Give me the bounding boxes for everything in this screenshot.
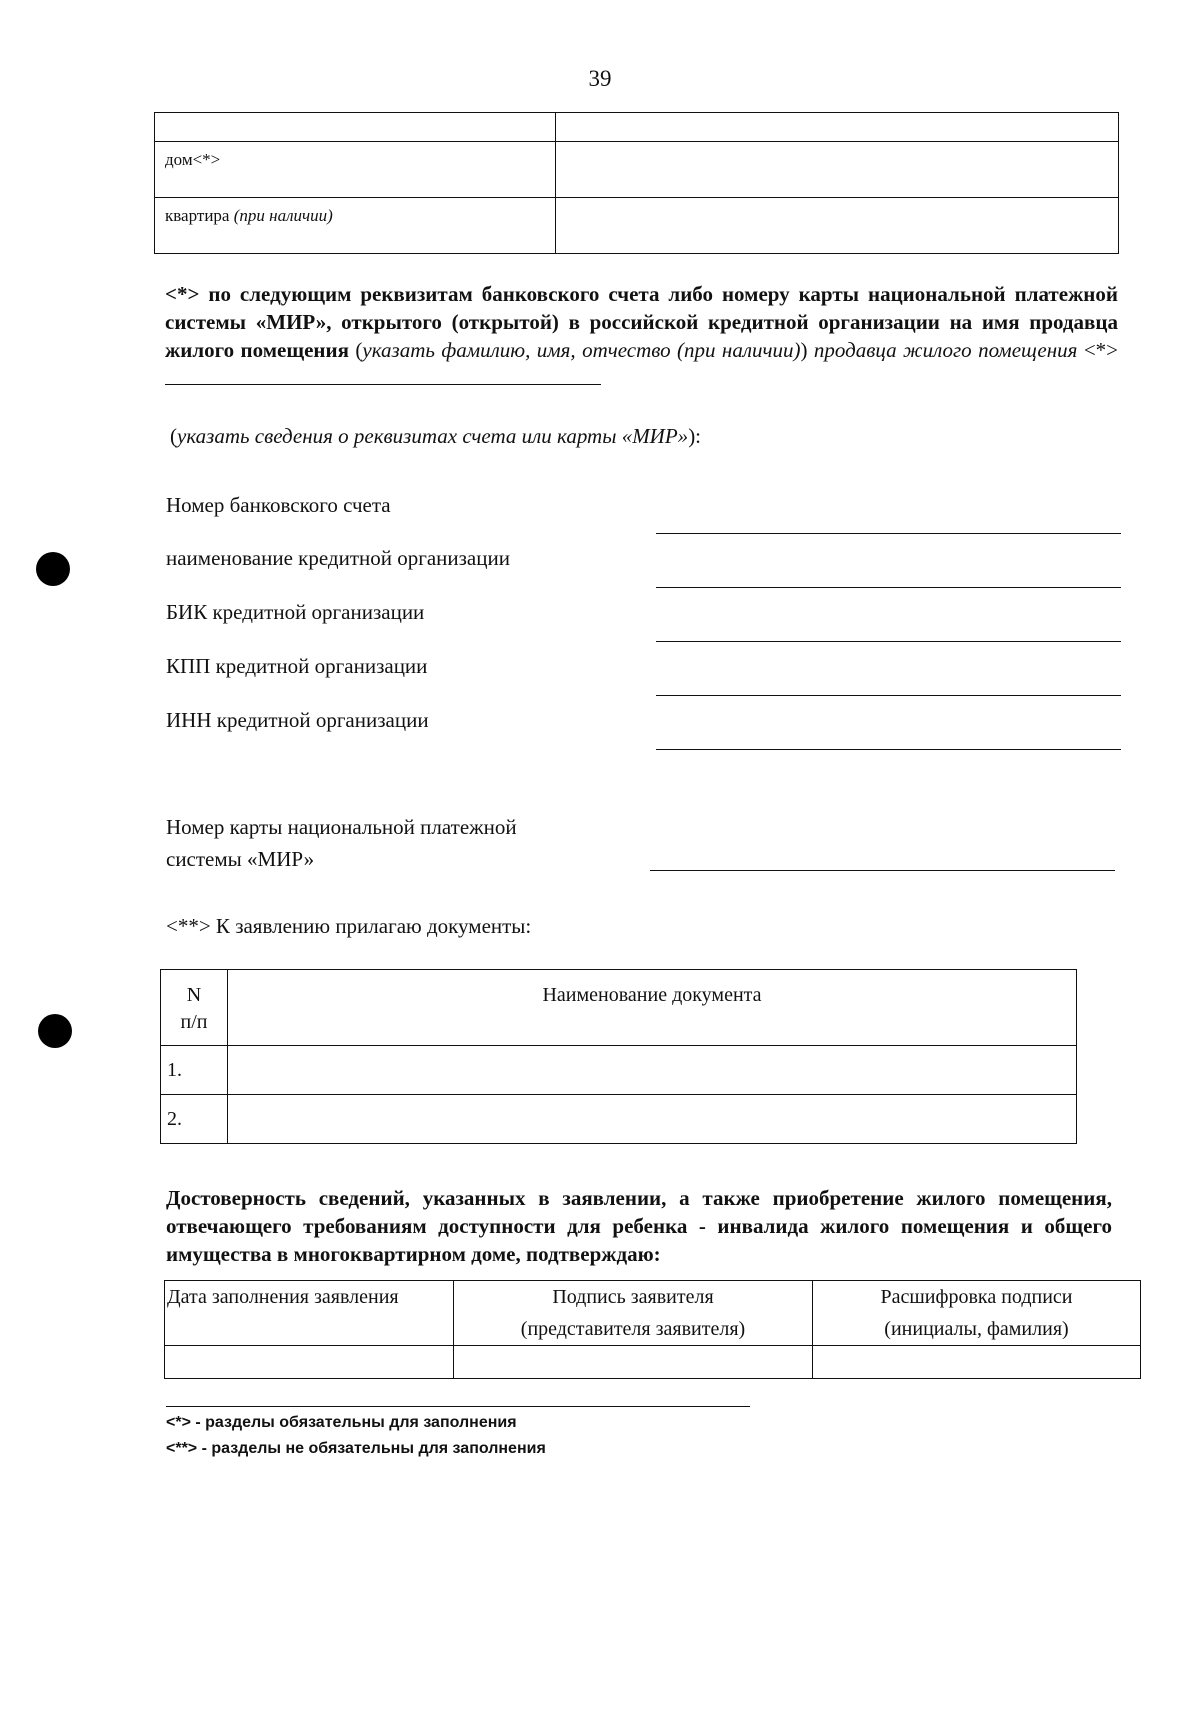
col-num-header	[161, 970, 228, 1046]
apartment-label-note: (при наличии)	[233, 206, 333, 225]
date-cell[interactable]	[165, 1346, 454, 1379]
bank-details-bold: <*> по следующим реквизитам банковского счета либо номеру карты национальной платежной системы «МИР», открытого (открытой) в российской кредитной организации на имя продавца жилого помещения	[165, 282, 1118, 362]
signature-header	[454, 1281, 813, 1346]
hint-close: ):	[688, 424, 702, 448]
doc-name-cell[interactable]	[228, 1046, 1077, 1095]
date-header: Дата заполнения заявления	[165, 1281, 454, 1346]
card-number-field[interactable]	[650, 870, 1115, 871]
address-table	[154, 112, 1119, 254]
paren-open: (	[348, 338, 363, 362]
apartment-label	[155, 198, 556, 254]
attachments-table	[160, 969, 1077, 1144]
table-row	[155, 198, 1119, 254]
inn-field[interactable]	[656, 749, 1121, 750]
footnote-required: <*> - разделы обязательны для заполнения	[166, 1414, 517, 1431]
seller-tail: продавца жилого помещения	[807, 338, 1078, 362]
bank-name-field[interactable]	[656, 587, 1121, 588]
signature-cell[interactable]	[454, 1346, 813, 1379]
address-label-cell	[155, 113, 556, 142]
decipher-cell[interactable]	[813, 1346, 1141, 1379]
signature-table	[164, 1280, 1141, 1379]
hint-italic: указать сведения о реквизитах счета или карты «МИР»	[177, 424, 689, 448]
apartment-value-cell[interactable]	[556, 198, 1119, 254]
table-row	[155, 113, 1119, 142]
decipher-header-line1: Расшифровка подписи	[880, 1286, 1073, 1308]
punch-hole-mark	[38, 1014, 72, 1048]
inn-label: ИНН кредитной организации	[166, 708, 429, 732]
decipher-header	[813, 1281, 1141, 1346]
table-row	[165, 1346, 1141, 1379]
footnote-optional: <**> - разделы не обязательны для заполнения	[166, 1440, 546, 1457]
table-header-row	[161, 970, 1077, 1046]
card-number-label-line1: Номер карты национальной платежной	[166, 815, 517, 839]
paren-close: )	[800, 338, 808, 362]
row-num: 1.	[161, 1046, 228, 1095]
seller-name-line[interactable]	[165, 364, 601, 385]
signature-header-line2: (представителя заявителя)	[520, 1318, 746, 1340]
account-number-label: Номер банковского счета	[166, 493, 391, 517]
address-value-cell[interactable]	[556, 113, 1119, 142]
bik-label: БИК кредитной организации	[166, 600, 425, 624]
house-value-cell[interactable]	[556, 142, 1119, 198]
page-number: 39	[588, 66, 612, 91]
doc-name-cell[interactable]	[228, 1095, 1077, 1144]
footnote-separator	[166, 1406, 750, 1407]
table-row	[161, 1095, 1077, 1144]
bank-name-label: наименование кредитной организации	[166, 546, 510, 570]
table-row	[155, 142, 1119, 198]
account-number-field[interactable]	[656, 533, 1121, 534]
details-hint	[170, 424, 701, 449]
col-num-line1: N	[186, 984, 202, 1006]
punch-hole-mark	[36, 552, 70, 586]
card-number-label-line2: системы «МИР»	[166, 847, 315, 871]
row-num: 2.	[161, 1095, 228, 1144]
apartment-label-main: квартира	[165, 206, 234, 225]
kpp-label: КПП кредитной организации	[166, 654, 428, 678]
col-num-line2: п/п	[180, 1011, 208, 1033]
seller-name-hint: указать фамилию, имя, отчество (при наличии)	[362, 338, 801, 362]
signature-header-line1: Подпись заявителя	[552, 1286, 714, 1308]
bik-field[interactable]	[656, 641, 1121, 642]
hint-open: (	[170, 424, 177, 448]
col-name-header: Наименование документа	[228, 970, 1077, 1046]
table-row	[161, 1046, 1077, 1095]
kpp-field[interactable]	[656, 695, 1121, 696]
attachments-heading: <**> К заявлению прилагаю документы:	[166, 914, 532, 938]
table-header-row	[165, 1281, 1141, 1346]
bank-details-paragraph	[165, 280, 1118, 392]
decipher-header-line2: (инициалы, фамилия)	[884, 1318, 1069, 1340]
house-label: дом<*>	[155, 142, 556, 198]
required-marker: <*>	[1077, 338, 1118, 362]
confirmation-text: Достоверность сведений, указанных в заявлении, а также приобретение жилого помещения, отвечающего требованиям доступности для ребенка - инвалида жилого помещения и общего имущества в многоквартирном доме, подтверждаю:	[166, 1186, 1112, 1266]
